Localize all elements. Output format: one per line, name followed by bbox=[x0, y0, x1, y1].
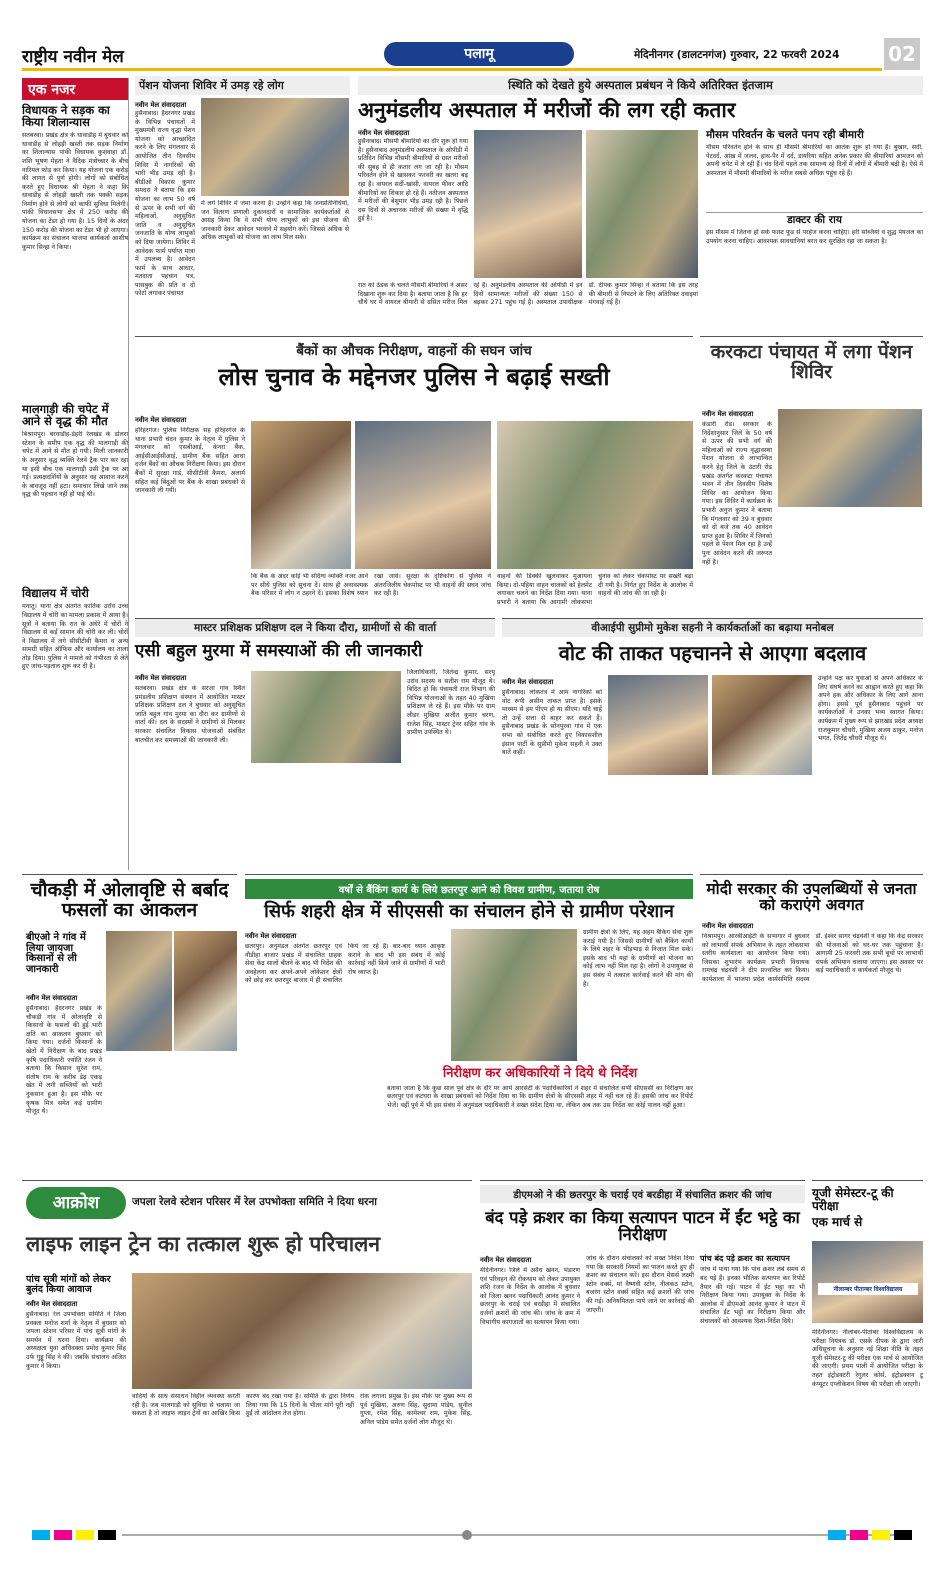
csc-body-a: छतरपुर। अनुमंडल अंतर्गत छतरपुर एवं नौडीहा बाजार प्रखंड में संचालित ग्राहक सेवा केंद्र सालों बीतने के बाद भी निर्देश की अवहेलना कर अपने-अपने लोकेशन क्षेत्रों को छोड़ कर छतरपुर बाजार में ही संचालित किये जा रहे हैं। बार-बार ध्यान आकृष्ट कराने के बाद भी इस संबंध में कोई कार्रवाई नहीं किये जाने से ग्रामीणों में भारी रोष व्याप्त है। bbox=[245, 943, 445, 985]
csc-photo bbox=[451, 929, 577, 1061]
hospital-sidebar bbox=[706, 130, 923, 289]
police-byline: नवीन मेल संवाददाता bbox=[135, 416, 187, 424]
ug-photo bbox=[812, 1241, 923, 1323]
ug-subhead: एक मार्च से bbox=[812, 1215, 863, 1230]
trainer-body-a: सतबरवा। प्रखंड क्षेत्र के सरजा गांव स्थित प्रमंडलीय प्रशिक्षण संस्थान में आयोजित मास्टर प्रशिक्षक प्रशिक्षण दल ने बुधवार को अनुसूचित जाति बहुल गांव मुरमा का दौरा कर ग्रामीणों से वार्ता की। दल के सदस्यों ने ग्रामीणों से मिलकर सरकार संचालित विकास योजनाओं संबंधित बातचीत कर समस्याओं की जानकारी ली। bbox=[135, 685, 245, 744]
ug-headline: यूजी सेमेस्टर-टू की परीक्षा bbox=[812, 1186, 894, 1213]
vip-headline: वोट की ताकत पहचानने से आएगा बदलाव bbox=[558, 641, 867, 665]
csc-kicker: वर्षों से बैंकिंग कार्य के लिये छतरपुर आने को विवश ग्रामीण, जताया रोष bbox=[245, 879, 693, 899]
police-kicker: बैंकों का औचक निरीक्षण, वाहनों की सघन जांच bbox=[296, 343, 532, 359]
footer-swatch-yellow bbox=[76, 1530, 94, 1540]
footer-line bbox=[122, 1534, 902, 1536]
aakrosh-body-c: रोक लगाना प्रमुख है। इस मौके पर मुख्य रूप से पूर्व मुखिया, अरुण सिंह, सुदामा पांडेय, सुनील गुप्ता, रमेश सिंह, कामेश्वर राम, मुकेश सिंह, अनिल पांडेय समेत दर्जनों लोग मौजूद थे। bbox=[360, 1393, 472, 1426]
police-story bbox=[135, 336, 693, 614]
karakta-body-cont bbox=[778, 511, 922, 613]
hospital-headline: अनुमंडलीय अस्पताल में मरीजों की लग रही कतार bbox=[358, 98, 736, 122]
ek-nazar-item-3 bbox=[22, 587, 128, 773]
hailstorm-body: हुसैनाबाद। हैदरनगर प्रखंड के चौकड़ी गांव में ओलावृष्टि से किसानों के फसलों की हुई भारी क्षति का आकलन बुधवार को किया गया। दर्जनों किसानों के खेतों में निरीक्षण के बाद प्रखंड कृषि पदाधिकारी ज्योति रंजन ने बताया कि किसान सुरेश राम, संतोष राम के करीब डेढ़ एकड़ खेत में लगी सब्जियों को भारी नुकसान हुआ है। इस मौके पर कृषक मित्र समेत कई ग्रामीण मौजूद थे। bbox=[26, 1005, 102, 1116]
police-photo-3 bbox=[497, 421, 693, 569]
karakta-byline: नवीन मेल संवाददाता bbox=[702, 410, 754, 418]
pension-story bbox=[135, 76, 350, 332]
hospital-body-a: हुसैनाबाद। मौसमी बीमारियों का दौर शुरू हो गया है। हुसैनाबाद अनुमंडलीय अस्पताल के ओपीडी में प्रतिदिन विभिन्न मौसमी बीमारियों से ग्रस्त मरीजों की सुबह से ही कतार लग जा रही है। मौसम परिवर्तन होने से खासकर फरवरी का खतरा बढ़ रहा है। वायरल सर्दी-खांसी, वायरल फीवर आदि बीमारियों का शिकार हो रहे हैं। नतीजन अस्पताल में मरीजों की बेशुमार भीड़ उमड़ रही है। पिछले दस दिनों से अचानक मरीजों की संख्या में वृद्धि हुई है। bbox=[358, 138, 468, 223]
ek-nazar-item-1-head: विधायक ने सड़क का किया शिलान्यास bbox=[22, 103, 110, 130]
trainer-body-c bbox=[251, 767, 401, 869]
crusher-body-a: मेदिनीनगर। जिले में अवैध खनन, भंडारण एवं परिवहन की रोकथाम को लेकर उपायुक्त शशि रंजन के निर्देश के आलोक में बुधवार को जिला खनन पदाधिकारी आनंद कुमार ने छतरपुर के चराई एवं बरडीहा में संचालित दर्जनों क्रशरों की जांच की। जांच के क्रम में विभागीय कागजातों का सत्यापन किया गया। bbox=[480, 1267, 580, 1326]
aakrosh-photo bbox=[132, 1273, 472, 1389]
hailstorm-story bbox=[22, 874, 237, 1176]
ug-story bbox=[812, 1180, 923, 1526]
modi-headline: मोदी सरकार की उपलब्धियों से जनता को कराएंगे अवगत bbox=[706, 880, 917, 915]
vip-byline: नवीन मेल संवाददाता bbox=[502, 678, 554, 686]
police-photo-1 bbox=[251, 421, 351, 569]
karakta-headline: करकटा पंचायत में लगा पेंशन शिविर bbox=[710, 341, 913, 383]
footer-swatch-cyan-2 bbox=[828, 1530, 846, 1540]
hospital-body-b: रात को ठंडक के चलते मौसमी बीमारियों ने असर दिखाना शुरू कर दिया है। बताया जाता है कि हर चौथे घर में वायरल बीमारी से ग्रसित मरीज मिल रहे हैं। अनुमंडलीय अस्पताल की ओपीडी में इन दिनों सामान्यतः मरीजों की संख्या 150 से बढ़कर 271 पहुंच गई है। अस्पताल उपाधीक्षक डॉ. दीपक कुमार सिन्हा ने बताया कि इस तरह की बीमारी से निपटने के लिए अतिरिक्त दवाइयां मंगवाई गई हैं। bbox=[358, 282, 698, 307]
modi-story bbox=[700, 874, 923, 1176]
aakrosh-byline: नवीन मेल संवाददाता bbox=[26, 1300, 78, 1308]
aakrosh-label: आक्रोश bbox=[26, 1187, 126, 1219]
pension-body-a: हुसैनाबाद। हैदरनगर प्रखंड के विभिन्न पंचायतों में मुख्यमंत्री राज्य वृद्धा पेंशन योजना को आच्छादित करने के लिए मंगलवार से आयोजित तीन दिवसीय शिविर में नागरिकों की भारी भीड़ उमड़ रही है। बीडीओ विकास कुमार समदरा ने बताया कि इस योजना का लाभ 50 वर्ष से ऊपर के सभी वर्ग की महिलाओं, अनुसूचित जाति व अनुसूचित जनजाति के योग्य लाभुकों को दिया जायेगा। शिविर में आवेदक फार्म पर्याप्त मात्रा में उपलब्ध है। आवेदन फार्म के साथ आधार, मतदाता पहचान पत्र, पासबुक की प्रति व दो फोटो लगाकर पंचायत bbox=[135, 110, 195, 298]
csc-byline: नवीन मेल संवाददाता bbox=[245, 932, 297, 940]
pension-byline: नवीन मेल संवाददाता bbox=[135, 101, 187, 109]
page-number: 02 bbox=[884, 38, 920, 70]
vip-photo-2 bbox=[712, 675, 812, 775]
trainer-byline: नवीन मेल संवाददाता bbox=[135, 674, 187, 682]
karakta-body: कंडारी रोड। सरकार के निर्देशानुसार जिले के 50 वर्ष से ऊपर की सभी वर्ग की महिलाओं को राज्य वृद्धावस्था पेंशन योजना से लाभान्वित करने हेतु जिले के उंटारी रोड प्रखंड अंतर्गत करकटा पंचायत भवन में तीन दिवसीय विशेष शिविर का आयोजन किया गया। इस शिविर में कार्यक्रम के प्रभारी अनुज कुमार ने बताया कि मंगलवार को 39 व बुधवार को दो बजे तक 40 आवेदन प्राप्त हुआ है। शिविर में जिनको पहले से पेंशन मिल रहा है उन्हें पुनः आवेदन करने की जरूरत नहीं है। bbox=[702, 421, 772, 566]
vip-kicker: वीआईपी सुप्रीमो मुकेश सहनी ने कार्यकर्ताओं का बढ़ाया मनोबल bbox=[502, 619, 923, 637]
aakrosh-body-a: हुसैनाबाद। रेल उपभोक्ता समिति ने जिला प्रवक्ता मनोज शर्मा के नेतृत्व में बुधवार को जपला स्टेशन परिसर में पांच सूत्री मांगों के समर्थन में धरना दिया। कार्यक्रम की अध्यक्षता युवा अधिवक्ता प्रमोद कुमार सिंह उर्फ गुड्डू सिंह ने की। जबकि संचालन अजित कुमार ने किया। bbox=[26, 1311, 126, 1370]
pension-photo bbox=[201, 98, 349, 196]
police-photo-2 bbox=[355, 421, 491, 569]
vip-body-b: उन्होंने पक्ष कर युवाओं से अपने अधिकार के लिए संघर्ष करने का आह्वान करते हुए कहा कि अपने हक और अधिकार के लिए आगे आना होगा। इससे पूर्व हुसैनाबाद पहुंचने पर कार्यकर्ताओं ने उनका भव्य स्वागत किया। कार्यक्रम में मुख्य रूप से झारखंड प्रदेश अध्यक्ष राजकुमार चौधरी, मुखिया अजय ठाकुर, मनोज भगत, जितेंद्र चौधरी मौजूद थे। bbox=[818, 675, 923, 743]
vip-body-a: हुसैनाबाद। लोकतंत्र में आम नागरिकों को वोट रूपी असीम ताकत प्राप्त है। इसके माध्यम से हम पीएम हो या सीएम। यदि चाहें तो उन्हें सत्ता से बाहर कर सकते हैं। हुसैनाबाद प्रखंड के सोनपुरवा गांव में एक सभा को संबोधित करते हुए विकासशील इंसान पार्टी के सुप्रीमो मुकेश सहनी ने उक्त बातें कहीं। bbox=[502, 689, 602, 757]
crusher-body-b: जांच के दौरान संचालकों को सख्त निर्देश दिया गया कि सरकारी नियमों का पालन करते हुए ही क्रशर का संचालन करें। इस दौरान मेसर्स लक्ष्मी स्टोन वर्क्स, मां वैष्णवी स्टोन, नीलकंठ स्टोन, बजरंग स्टोन वर्क्स सहित कई क्रशरों की जांच की गई। अनियमितता पाये जाने पर कार्रवाई की जाएगी। bbox=[586, 1255, 694, 1314]
ek-nazar-item-1-body: सतबरवा। प्रखंड क्षेत्र के धावाडीह में बुधवार को धावाडीह से लोहड़ी खस्ती तक सड़क निर्माण का शिलान्यास पांकी विधायक कुशवाहा डॉ. शशि भूषण मेहता ने वैदिक मंत्रोच्चार के बीच नारियल फोड़ कर किया। यह योजना एक करोड़ की लागत से पूर्ण होगी। लोगों को संबोधित करते हुए विधायक श्री मेहता ने कहा कि धावाडीह से लोहड़ी खस्ती तक पक्की सड़क निर्माण होने से लोगों को काफी सुविधा मिलेगी। पांकी विधानसभा क्षेत्र में 250 करोड़ की योजना का टेंडर हो गया है। 15 दिनों के अंदर 150 करोड़ की योजना का टेंडर भी हो जाएगा। कार्यक्रम का संचालन भाजपा कार्यकर्ता आशीष कुमार सिन्हा ने किया। bbox=[22, 132, 128, 251]
trainer-story bbox=[135, 618, 495, 870]
hospital-kicker: स्थिति को देखते हुये अस्पताल प्रबंधन ने किये अतिरिक्त इंतजाम bbox=[358, 76, 923, 95]
trainer-kicker: मास्टर प्रशिक्षक प्रशिक्षण दल ने किया दौरा, ग्रामीणों से की वार्ता bbox=[135, 619, 495, 637]
ek-nazar-column bbox=[22, 78, 129, 870]
vip-body-c bbox=[608, 779, 812, 869]
hospital-photo-2 bbox=[586, 130, 698, 278]
modi-byline: नवीन मेल संवाददाता bbox=[702, 922, 754, 930]
aakrosh-subhead: पांच सूत्री मांगों को लेकर बुलंद किया आवाज bbox=[26, 1274, 111, 1295]
hailstorm-body-cont bbox=[106, 1055, 237, 1175]
section-label: पलामू bbox=[384, 42, 574, 66]
hailstorm-byline: नवीन मेल संवाददाता bbox=[26, 994, 78, 1002]
ug-photo-caption: नीलाम्बर पीताम्बर विश्वविद्यालय bbox=[818, 1283, 918, 1295]
modi-body: विश्रामपुर। आरबीआईटी के सभागार में बुधवार को लाभार्थी संपर्क अभियान के तहत लोकसभा स्तरीय कार्यशाला का आयोजन किया गया। जिसका शुभारंभ कार्यक्रम प्रभारी विधायक रामचंद्र चंद्रवंशी ने दीप प्रज्वलित कर किया। कार्यशाला में भाजपा प्रदेश कार्यसमिति सदस्य डॉ. ईश्वर सागर चंद्रवंशी ने कहा कि केंद्र सरकार की योजनाओं को घर-घर तक पहुंचाना है। आगामी 25 फरवरी तक सभी बूथों पर लाभार्थी संपर्क अभियान चलाया जाएगा। इस अवसर पर कई पदाधिकारी व कार्यकर्ता मौजूद थे। bbox=[702, 933, 923, 983]
masthead bbox=[22, 40, 922, 74]
trainer-headline: एसी बहुल मुरमा में समस्याओं की ली जानकारी bbox=[135, 641, 423, 661]
karakta-story bbox=[700, 336, 923, 614]
crusher-story bbox=[480, 1180, 805, 1526]
ek-nazar-item-2-body: बिश्रामपुर। बरवाडीह-डेहरी रेलखंड के डोलरा स्टेशन के समीप एक वृद्ध की मालगाड़ी की चपेट में आने से मौत हो गयी। मिली जानकारी के अनुसार वृद्ध व्यक्ति रेलवे ट्रैक पार कर रहा था इसी बीच एक मालगाड़ी उसी ट्रैक पर आ गई। प्रत्यक्षदर्शियों के अनुसार वह आवाज करने के बावजूद नहीं हटा। समाचार लिखे जाने तक वृद्ध की पहचान नहीं हो पाई थी। bbox=[22, 431, 128, 499]
crusher-kicker: डीएमओ ने की छतरपुर के चराई एवं बरडीहा में संचालित क्रशर की जांच bbox=[480, 1185, 805, 1203]
csc-body-b: ग्रामीण क्षेत्रों के लिए, यह अहम बैंकिंग सेवा शुरू कराई गयी है। जिससे ग्रामीणों को बैंकिंग कार्यों के लिये शहर के भीड़भाड़ से निजात मिल सके। इसके बाद भी यहां के ग्रामीणों को योजना का कोई लाभ नहीं मिल रहा है। लोगों ने उपायुक्त से इस संबंध में तत्काल कार्रवाई करने की मांग की है। bbox=[583, 929, 693, 988]
pension-body-b: में लगे शिविर में जमा करना है। उन्होंने कहा कि जनप्रतिनिधियों, जन वितरण प्रणाली दुकानदारों व सामाजिक कार्यकर्ताओं से आग्रह किया कि वे सभी योग्य लाभुकों को इस योजना की जानकारी देकर आवेदन भरवाने में सहयोग करें। जिससे अधिक से अधिक लाभुकों को योजना का लाभ मिल सके। bbox=[201, 200, 349, 242]
police-body-c: वाहनों की डिक्की खुलवाकर मुआयना किया। दो-पहिया वाहन चालकों को हेलमेट लगाकर चलने का निर्देश दिया गया। थाना प्रभारी ने बताया कि आगामी लोकसभा चुनाव को लेकर चेकपोस्ट पर सख्ती बढ़ा दी गयी है। निर्गत हुए निर्देश के आलोक में वाहनों की जांच की जा रही है। bbox=[497, 573, 693, 606]
hospital-story bbox=[358, 76, 923, 332]
footer-bar bbox=[22, 1530, 922, 1540]
aakrosh-headline: लाइफ लाइन ट्रेन का तत्काल शुरू हो परिचालन bbox=[26, 1232, 381, 1256]
vip-photo-1 bbox=[608, 675, 708, 775]
ek-nazar-item-1 bbox=[22, 104, 128, 397]
hospital-sidebar-head: मौसम परिवर्तन के चलते पनप रही बीमारी bbox=[706, 129, 864, 141]
hailstorm-photo-2 bbox=[174, 931, 237, 1051]
csc-box-body: बताया जाता है कि कुछ साल पूर्व क्षेत्र के दौरे पर आये आरसेटी के पदाधिकारियों ने शहर में संचालित सभी सीएससी का निरीक्षण कर छतरपुर एवं कटघरा के शाखा प्रबंधकों को निर्देश दिया था कि ग्रामीण क्षेत्रों के सीएससी शहर में नहीं चल रहे हैं। इसकी जांच कर रिपोर्ट भेजें। वहीं पूर्व में भी इस संबंध में अनुमंडल पदाधिकारी ने सख्त संदेश दिया था, लेकिन अब तक उस निर्देश का कोई पालन नहीं हुआ। bbox=[387, 1084, 693, 1109]
police-headline: लोस चुनाव के मद्देनजर पुलिस ने बढ़ाई सख्ती bbox=[218, 363, 610, 391]
karakta-photo bbox=[778, 409, 922, 507]
ek-nazar-label: एक नजर bbox=[22, 78, 128, 100]
aakrosh-story bbox=[22, 1180, 472, 1526]
doctor-opinion-body: इस मौसम में जितना हो सके फास्ट फूड से परहेज करना चाहिए। हरी सब्जियां व शुद्ध पेयजल का उपयोग करना चाहिए। आवश्यक सावधानियां बरत कर सुरक्षित रहा जा सकता है। bbox=[706, 229, 923, 245]
ek-nazar-item-3-head: विद्यालय में चोरी bbox=[22, 586, 89, 601]
police-body-b: कि बैंक के अंदर कोई भी संदिग्ध व्यक्ति नजर आने पर सीधे पुलिस को सूचना दें। साथ ही अनावश्यक बैंक परिसर में लोग न ठहरने दें। इसका विशेष ध्यान रखा जाये। सुरक्षा के दृष्टिकोण से पुलिस ने अंतरजिलीय चेकपोस्ट पर भी वाहनों की सघन जांच कर रही है। bbox=[251, 573, 491, 598]
hailstorm-photo-1 bbox=[106, 931, 172, 1051]
footer-swatch-black-2 bbox=[894, 1530, 912, 1540]
dateline: मेदिनीनगर (डालटनगंज) गुरुवार, 22 फरवरी 2024 bbox=[634, 49, 840, 61]
footer-swatch-magenta-2 bbox=[850, 1530, 868, 1540]
ek-nazar-item-3-body: मनातू। थाना क्षेत्र अंतर्गत कार्तिक उराँव उच्च विद्यालय में चोरी का मामला प्रकाश में आया है। सूत्रों ने बताया कि रात के अंधेरे में चोरों ने विद्यालय से कई सामान की चोरी कर ली। चोरों ने विद्यालय में लगे सीसीटीवी कैमरा व अन्य सामग्री सहित ऑफिस और कार्यालय का ताला तोड़ दिया। पुलिस ने मामले को गंभीरता से लेते हुए जांच-पड़ताल शुरू कर दी है। bbox=[22, 603, 128, 671]
hospital-sidebar-body: मौसम परिवर्तन होने के साथ ही मौसमी बीमारियों का आतंक शुरू हो गया है। बुखार, सर्दी, पेटदर्द, आंख में जलन, हाथ-पैर में दर्द, डायरिया सहित अनेक प्रकार की बीमारियां आमजन को अपनी चपेट में ले रही हैं। चंद दिनों पहले तक सामान्य रहे दिनों में लोगों में बीमारी बढ़ी है। ऐसे में अस्पताल में मौसमी बीमारियों के मरीज सबसे अधिक पहुंच रहे हैं। bbox=[706, 144, 923, 177]
pension-kicker: पेंशन योजना शिविर में उमड़ रहे लोग bbox=[135, 76, 350, 95]
aakrosh-body-b: वादियों के साथ संसाधन विहीन व्यवस्था करती रही है। जब मालगाड़ी को सुविधा से चलाया जा सकता है तो लाइफ लाइन ट्रेनों का आखिर किस कारण बंद रखा गया है। समिति के द्वारा निर्णय लिया गया कि 15 दिनों के भीतर मांगें पूरी नहीं हुईं तो आंदोलन तेज होगा। bbox=[132, 1393, 354, 1418]
hospital-photo-1 bbox=[474, 130, 582, 278]
trainer-photo bbox=[251, 671, 401, 763]
footer-registration-mark bbox=[462, 1530, 472, 1540]
csc-headline: सिर्फ शहरी क्षेत्र में सीएससी का संचालन होने से ग्रामीण परेशान bbox=[264, 901, 674, 922]
vip-story bbox=[502, 618, 923, 870]
crusher-byline: नवीन मेल संवाददाता bbox=[480, 1256, 532, 1264]
masthead-rule bbox=[22, 68, 882, 71]
trainer-body-b: जिलाधिकारी, जितेन्द्र कुमार, सरयू उरांव सदस्य व सतीश राम मौजूद थे। बिदित हो कि पंचायती राज विभाग की विभिन्न योजनाओं के तहत 40 मुखिया प्रशिक्षण ले रहे हैं। इस मौके पर ग्राम लीडर मुखिया अजीत कुमार चरण, राजेश सिंह, मास्टर ट्रेनर सहित गांव के ग्रामीण उपस्थित थे। bbox=[407, 669, 495, 737]
csc-body-c bbox=[245, 1067, 381, 1175]
csc-story bbox=[245, 874, 693, 1176]
csc-box bbox=[387, 1067, 693, 1175]
footer-swatch-black bbox=[98, 1530, 116, 1540]
aakrosh-kicker: जपला रेलवे स्टेशन परिसर में रेल उपभोक्ता समिति ने दिया धरना bbox=[132, 1196, 377, 1208]
crusher-side-body: जांच में पाया गया कि पांच क्रशर लंबे समय से बंद पड़े हैं। इनका भौतिक सत्यापन कर रिपोर्ट तैयार की गई। पाटन में ईंट भट्ठा का भी निरीक्षण किया गया। उपायुक्त के निर्देश के आलोक में डीएमओ आनंद कुमार ने पाटन में संचालित ईंट भट्ठों का निरीक्षण किया और संचालकों को आवश्यक दिशा-निर्देश दिये। bbox=[700, 1266, 805, 1325]
paper-name: राष्ट्रीय नवीन मेल bbox=[22, 47, 124, 67]
csc-box-head: निरीक्षण कर अधिकारियों ने दिये थे निर्देश bbox=[442, 1066, 638, 1081]
hailstorm-headline: चौकड़ी में ओलावृष्टि से बर्बाद फसलों का आकलन bbox=[30, 879, 229, 921]
ek-nazar-item-2-head: मालगाड़ी की चपेट में आने से वृद्ध की मौत bbox=[22, 402, 109, 429]
footer-swatch-yellow-2 bbox=[872, 1530, 890, 1540]
crusher-headline: बंद पड़े क्रशर का किया सत्यापन पाटन में ईंट भट्ठे का निरीक्षण bbox=[485, 1208, 800, 1245]
ug-body: मेदिनीनगर। नीलांबर-पीतांबर विश्वविद्यालय के परीक्षा नियंत्रक डॉ. एसके दीपक के द्वारा जारी अधिसूचना के अनुसार नई शिक्षा नीति के तहत यूजी सेमेस्टर-टू की परीक्षा एक मार्च से आयोजित की जाएगी। प्रथम पाली में आयोजित परीक्षा के तहत इंट्रोडक्टरी रेगुलर कोर्स, इंट्रोडक्शन टू कंप्यूटर एप्लीकेशन विषय की परीक्षा ली जाएगी। bbox=[812, 1329, 923, 1388]
hospital-byline: नवीन मेल संवाददाता bbox=[358, 129, 410, 137]
police-body-a: हरिहरगंज। पुलिस निरीक्षक सह हरिहरगंज के थाना प्रभारी चंदन कुमार के नेतृत्व में पुलिस ने मंगलवार को एसबीआई, केनरा बैंक, आईसीआईसीआई, ग्रामीण बैंक सहित आधा दर्जन बैंकों का औचक निरीक्षण किया। इस दौरान बैंकों में सुरक्षा गार्ड, सीसीटीवी कैमरा, अलार्म सहित कई बिंदुओं पर बैंक के शाखा प्रबंधकों से जानकारी ली गयी। bbox=[135, 427, 245, 495]
footer-swatch-cyan bbox=[32, 1530, 50, 1540]
crusher-side-head: पांच बंद पड़े क्रशर का सत्यापन bbox=[700, 1254, 790, 1263]
ek-nazar-item-2 bbox=[22, 403, 128, 581]
crusher-sidebar bbox=[700, 1255, 805, 1525]
doctor-opinion-head: डाक्टर की राय bbox=[706, 212, 923, 226]
footer-swatch-magenta bbox=[54, 1530, 72, 1540]
hailstorm-subhead: बीएओ ने गांव में लिया जायजा किसानों से ली जानकारी bbox=[26, 932, 86, 975]
